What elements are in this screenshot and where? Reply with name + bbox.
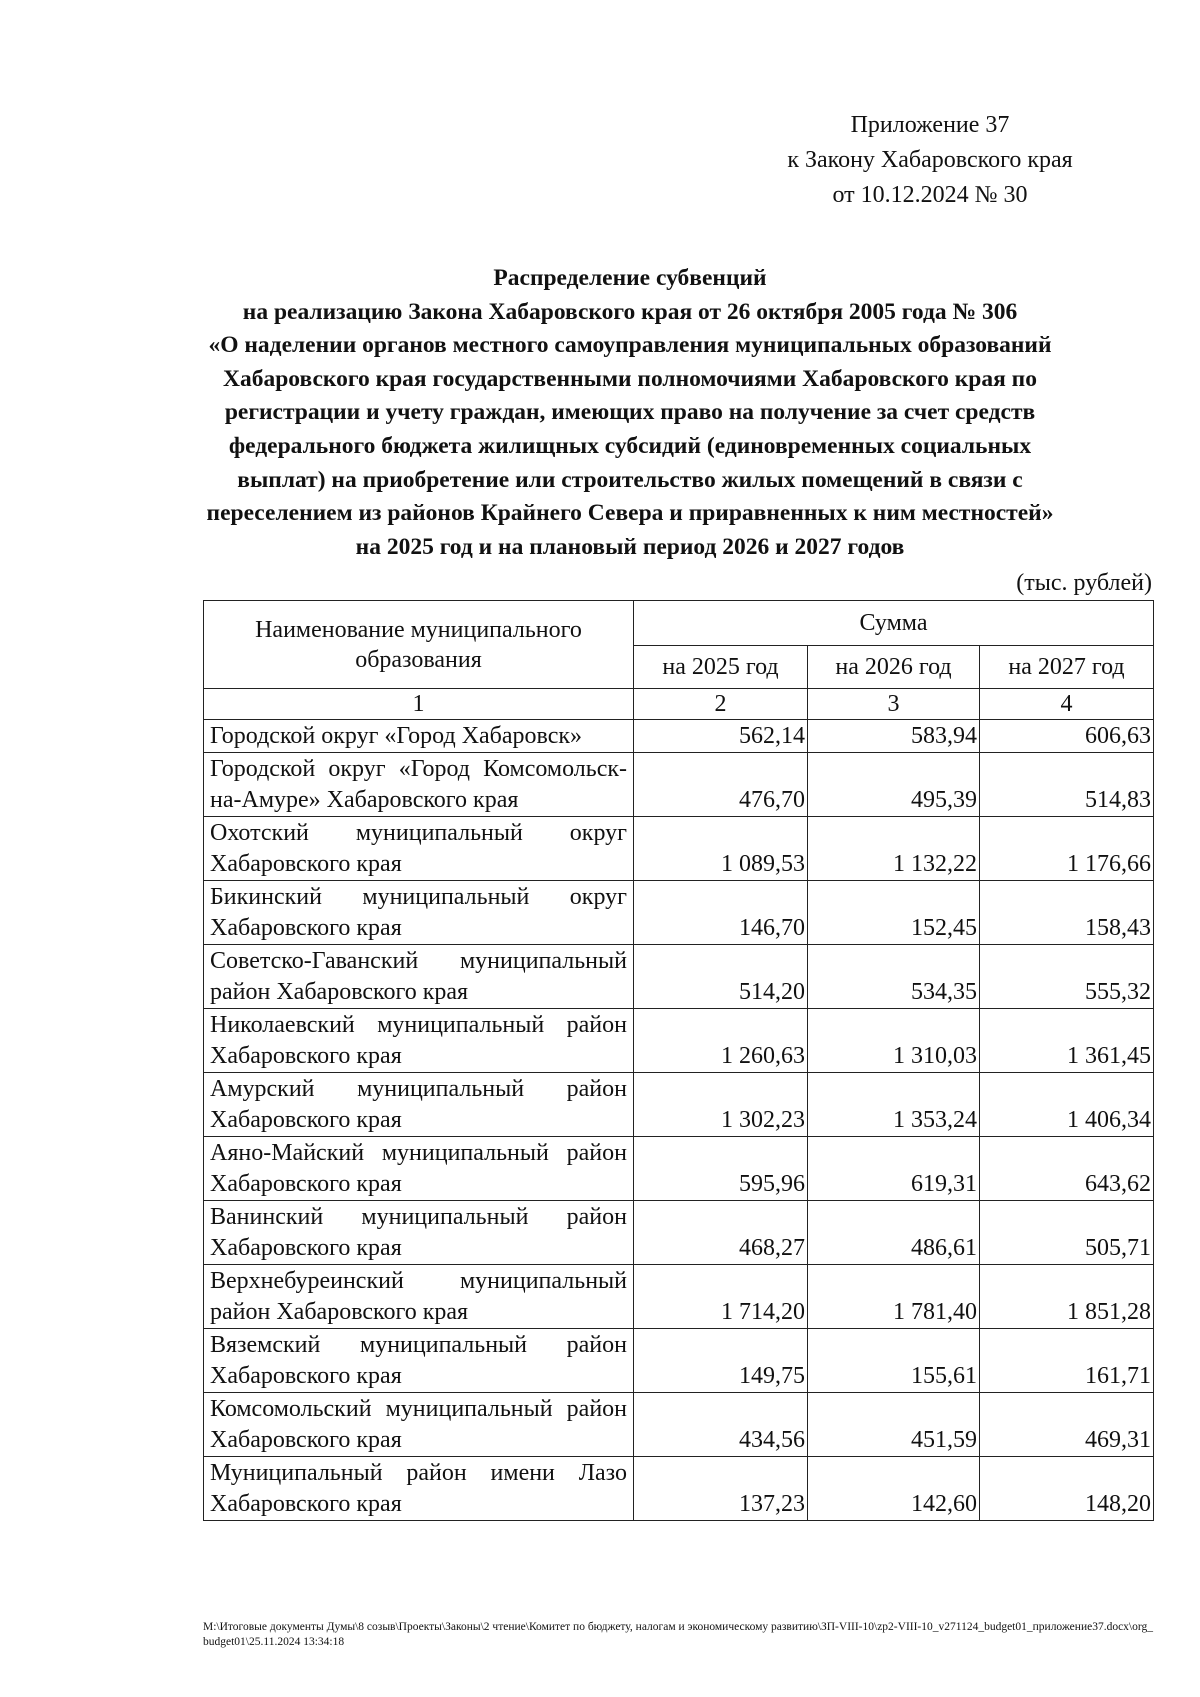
amount-2025: 514,20 xyxy=(634,945,808,1009)
column-number: 4 xyxy=(980,689,1154,720)
amount-2025: 434,56 xyxy=(634,1393,808,1457)
amount-2025: 595,96 xyxy=(634,1137,808,1201)
table-row xyxy=(204,1393,1154,1457)
title-line: на 2025 год и на плановый период 2026 и 2027 годов xyxy=(355,533,905,560)
subsidy-table xyxy=(203,600,1154,1521)
header-name-line: Наименование муниципального xyxy=(255,616,582,643)
amount-2025: 1 302,23 xyxy=(634,1073,808,1137)
amount-2027: 469,31 xyxy=(980,1393,1154,1457)
header-name xyxy=(204,601,634,689)
amount-2026: 583,94 xyxy=(808,720,980,753)
table-row xyxy=(204,1457,1154,1521)
file-path-footer: M:\Итоговые документы Думы\8 созыв\Проекты\Законы\2 чтение\Комитет по бюджету, налогам и экономическому развитию\ЗП-VIII-10\zp2-VIII-10_v271124_budget01_приложение37.docx\org_budget01\25.11.2024 13:34:18 xyxy=(203,1621,1153,1648)
amount-2026: 142,60 xyxy=(808,1457,980,1521)
municipality-name: Ванинский муниципальный район Хабаровского края xyxy=(204,1201,634,1265)
municipality-name: Верхнебуреинский муниципальный район Хабаровского края xyxy=(204,1265,634,1329)
municipality-name: Николаевский муниципальный район Хабаровского края xyxy=(204,1009,634,1073)
amount-2026: 1 310,03 xyxy=(808,1009,980,1073)
header-name-line: образования xyxy=(355,646,482,673)
table-row xyxy=(204,1137,1154,1201)
annex-number: Приложение 37 xyxy=(850,112,1010,138)
amount-2025: 562,14 xyxy=(634,720,808,753)
amount-2027: 514,83 xyxy=(980,753,1154,817)
header-year-2025: на 2025 год xyxy=(634,646,808,689)
amount-2026: 1 353,24 xyxy=(808,1073,980,1137)
amount-2026: 495,39 xyxy=(808,753,980,817)
municipality-name: Муниципальный район имени Лазо Хабаровского края xyxy=(204,1457,634,1521)
amount-2026: 451,59 xyxy=(808,1393,980,1457)
amount-2027: 161,71 xyxy=(980,1329,1154,1393)
column-number: 3 xyxy=(808,689,980,720)
table-body xyxy=(204,601,1154,1521)
title-line: федерального бюджета жилищных субсидий (единовременных социальных xyxy=(228,432,1032,459)
amount-2026: 152,45 xyxy=(808,881,980,945)
amount-2027: 606,63 xyxy=(980,720,1154,753)
amount-2026: 619,31 xyxy=(808,1137,980,1201)
amount-2027: 555,32 xyxy=(980,945,1154,1009)
title-line: Распределение субвенций xyxy=(493,265,767,291)
table-row xyxy=(204,1329,1154,1393)
column-number-row xyxy=(204,689,1154,720)
municipality-name: Вяземский муниципальный район Хабаровского края xyxy=(204,1329,634,1393)
table-row xyxy=(204,753,1154,817)
municipality-name: Бикинский муниципальный округ Хабаровского края xyxy=(204,881,634,945)
amount-2026: 1 781,40 xyxy=(808,1265,980,1329)
municipality-name: Городской округ «Город Хабаровск» xyxy=(204,720,634,753)
table-row xyxy=(204,1265,1154,1329)
amount-2027: 1 851,28 xyxy=(980,1265,1154,1329)
amount-2025: 146,70 xyxy=(634,881,808,945)
municipality-name: Аяно-Майский муниципальный район Хабаровского края xyxy=(204,1137,634,1201)
amount-2025: 476,70 xyxy=(634,753,808,817)
amount-2025: 1 089,53 xyxy=(634,817,808,881)
amount-2027: 1 361,45 xyxy=(980,1009,1154,1073)
amount-2025: 137,23 xyxy=(634,1457,808,1521)
table-row xyxy=(204,1009,1154,1073)
table-row xyxy=(204,817,1154,881)
header-sum: Сумма xyxy=(634,601,1154,646)
header-row xyxy=(204,601,1154,646)
title-line: выплат) на приобретение или строительство жилых помещений в связи с xyxy=(237,466,1023,493)
amount-2025: 1 714,20 xyxy=(634,1265,808,1329)
municipality-name: Комсомольский муниципальный район Хабаровского края xyxy=(204,1393,634,1457)
table-row xyxy=(204,720,1154,753)
amount-2026: 486,61 xyxy=(808,1201,980,1265)
table-row xyxy=(204,881,1154,945)
amount-2026: 155,61 xyxy=(808,1329,980,1393)
annex-law-reference: к Закону Хабаровского края xyxy=(787,147,1073,173)
amount-2026: 1 132,22 xyxy=(808,817,980,881)
municipality-name: Амурский муниципальный район Хабаровского края xyxy=(204,1073,634,1137)
municipality-name: Городской округ «Город Комсомольск-на-Амуре» Хабаровского края xyxy=(204,753,634,817)
title-line: Хабаровского края государственными полномочиями Хабаровского края по xyxy=(223,365,1037,392)
annex-header xyxy=(760,108,1100,213)
amount-2026: 534,35 xyxy=(808,945,980,1009)
column-number: 1 xyxy=(204,689,634,720)
amount-2025: 468,27 xyxy=(634,1201,808,1265)
annex-date: от 10.12.2024 № 30 xyxy=(832,182,1028,208)
amount-2027: 1 176,66 xyxy=(980,817,1154,881)
title-line: регистрации и учету граждан, имеющих право на получение за счет средств xyxy=(224,399,1036,426)
amount-2027: 643,62 xyxy=(980,1137,1154,1201)
amount-2027: 148,20 xyxy=(980,1457,1154,1521)
amount-2025: 1 260,63 xyxy=(634,1009,808,1073)
municipality-name: Охотский муниципальный округ Хабаровского края xyxy=(204,817,634,881)
header-year-2026: на 2026 год xyxy=(808,646,980,689)
header-year-2027: на 2027 год xyxy=(980,646,1154,689)
title-line: на реализацию Закона Хабаровского края от 26 октября 2005 года № 306 xyxy=(242,298,1018,325)
municipality-name: Советско-Гаванский муниципальный район Хабаровского края xyxy=(204,945,634,1009)
amount-2027: 158,43 xyxy=(980,881,1154,945)
amount-2027: 1 406,34 xyxy=(980,1073,1154,1137)
title-line: переселением из районов Крайнего Севера и приравненных к ним местностей» xyxy=(206,500,1054,527)
amount-2027: 505,71 xyxy=(980,1201,1154,1265)
table-row xyxy=(204,1073,1154,1137)
table-row xyxy=(204,1201,1154,1265)
table-row xyxy=(204,945,1154,1009)
column-number: 2 xyxy=(634,689,808,720)
units-label: (тыс. рублей) xyxy=(1016,570,1152,596)
document-title xyxy=(190,262,1070,564)
title-line: «О наделении органов местного самоуправления муниципальных образований xyxy=(208,332,1052,359)
amount-2025: 149,75 xyxy=(634,1329,808,1393)
